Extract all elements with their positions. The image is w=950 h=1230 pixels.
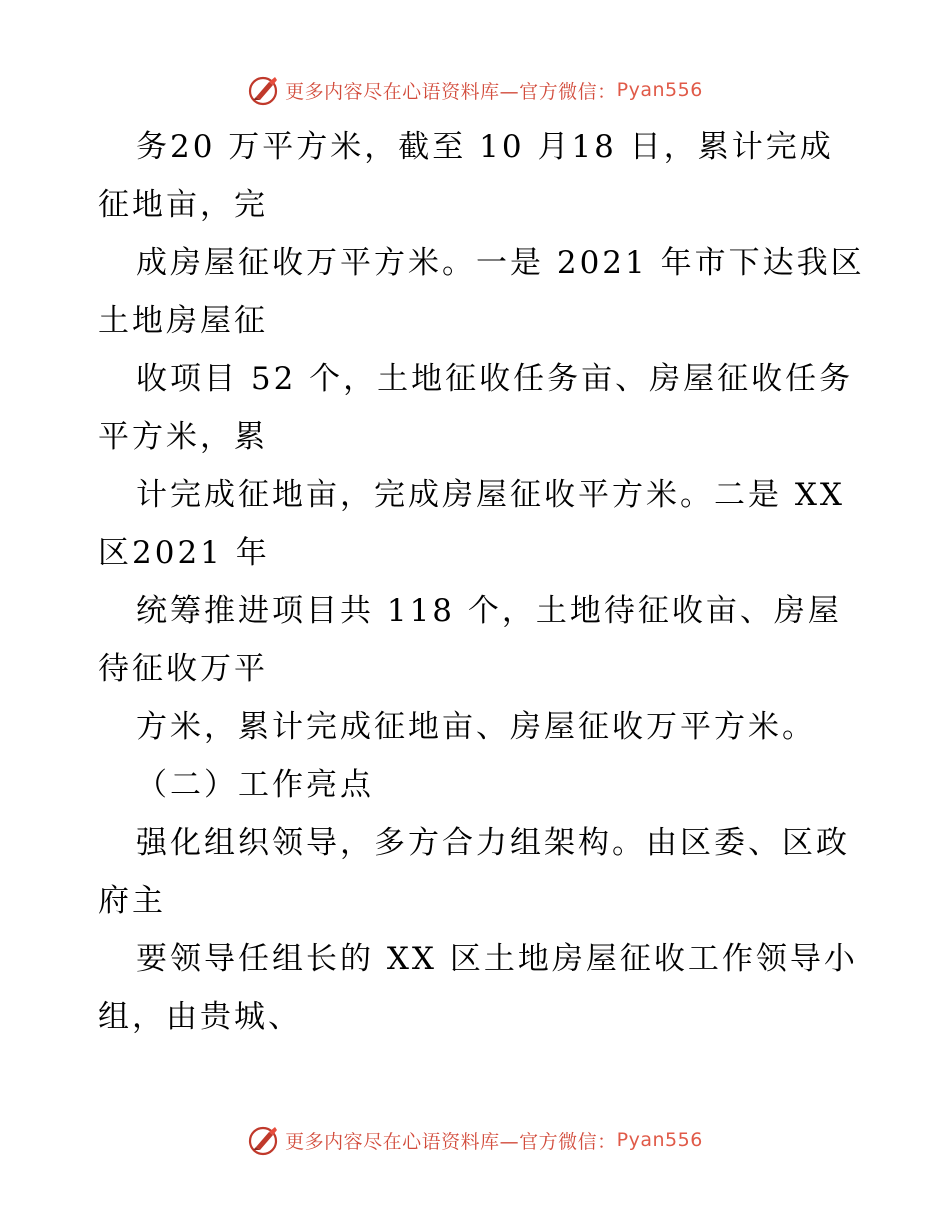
text-line: 收项目 52 个，土地征收任务亩、房屋征收任务 <box>136 361 854 397</box>
text-line: 征地亩，完 <box>98 187 268 223</box>
text-line: 统筹推进项目共 118 个，土地待征收亩、房屋 <box>136 593 842 629</box>
watermark-contact: Pyan556 <box>616 79 703 101</box>
watermark-contact: Pyan556 <box>616 1129 703 1151</box>
document-body <box>98 118 865 1046</box>
text-line: 强化组织领导，多方合力组架构。由区委、区政 <box>136 825 850 861</box>
footer-watermark <box>0 1120 950 1160</box>
pen-quill-logo-icon <box>247 73 281 107</box>
text-line: 土地房屋征 <box>98 303 268 339</box>
header-watermark <box>0 70 950 110</box>
text-line: 方米，累计完成征地亩、房屋征收万平方米。 <box>136 709 816 745</box>
text-line: 待征收万平 <box>98 651 268 687</box>
text-line: 组，由贵城、 <box>98 999 302 1035</box>
section-heading: （二）工作亮点 <box>136 767 374 803</box>
text-line: 计完成征地亩，完成房屋征收平方米。二是 XX <box>136 477 845 513</box>
text-line: 成房屋征收万平方米。一是 2021 年市下达我区 <box>136 245 865 281</box>
pen-quill-logo-icon <box>247 1123 281 1157</box>
text-line: 区2021 年 <box>98 535 270 571</box>
text-line: 平方米，累 <box>98 419 268 455</box>
text-line: 务20 万平方米，截至 10 月18 日，累计完成 <box>136 129 834 165</box>
text-line: 要领导任组长的 XX 区土地房屋征收工作领导小 <box>136 941 858 977</box>
watermark-text: 更多内容尽在心语资料库—官方微信： <box>285 80 617 103</box>
text-line: 府主 <box>98 883 166 919</box>
watermark-text: 更多内容尽在心语资料库—官方微信： <box>285 1130 617 1153</box>
